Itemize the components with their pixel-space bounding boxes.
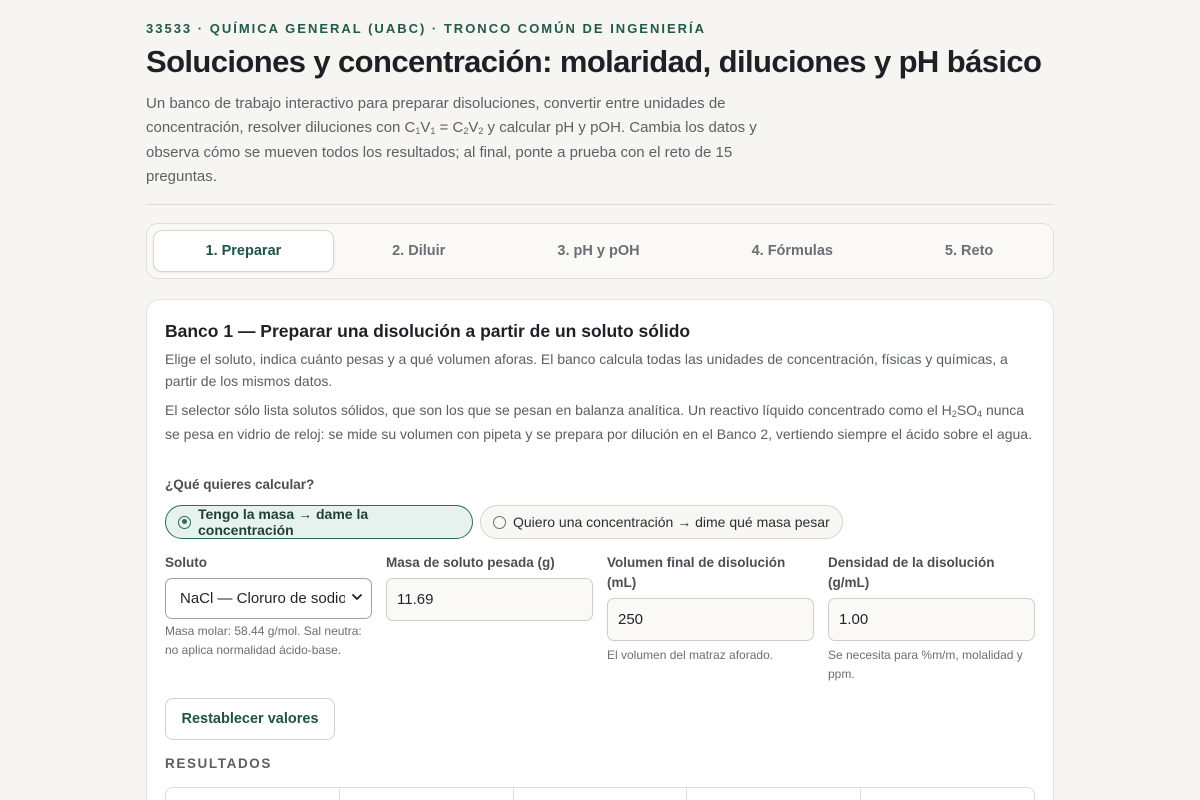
formula-sub: 2 (478, 125, 484, 136)
result-cell (340, 788, 514, 800)
intro-text-end: y calcular pH y pOH. Cambia los datos y observa cómo se mueven todos los resultados; al final, ponte a prueba con el reto de 15 preguntas. (146, 118, 757, 185)
formula-sub: 4 (977, 409, 983, 419)
radio-label: Quiero una concentración → dime qué masa pesar (513, 514, 830, 530)
dilution-formula (404, 119, 483, 136)
reset-button[interactable]: Restablecer valores (165, 698, 335, 740)
calc-mode-label: ¿Qué quieres calcular? (165, 477, 315, 492)
note-formula: SO (956, 402, 978, 418)
formula-sub: 2 (463, 125, 469, 136)
formula-equals: = (435, 118, 453, 136)
result-cell (861, 788, 1034, 800)
page-title: Soluciones y concentración: molaridad, diluciones y pH básico (146, 44, 1042, 79)
mode-concentration-to-mass-radio[interactable] (480, 505, 843, 539)
formula-c2: C (452, 118, 464, 136)
radio-selected-icon (178, 516, 191, 529)
density-hint: Se necesita para %m/m, molalidad y ppm. (828, 648, 1023, 681)
density-input[interactable] (828, 598, 1035, 641)
volume-input[interactable] (607, 598, 814, 641)
course-label: 33533 · QUÍMICA GENERAL (UABC) · TRONCO COMÚN DE INGENIERÍA (146, 21, 707, 36)
solute-select-wrapper (165, 578, 372, 619)
bank-description: Elige el soluto, indica cuánto pesas y a qué volumen aforas. El banco calcula todas las unidades de concentración, físicas y químicas, a partir de los mismos datos. (165, 351, 1008, 389)
bank-title: Banco 1 — Preparar una disolución a partir de un soluto sólido (165, 321, 691, 341)
density-label: Densidad de la disolución (g/mL) (828, 555, 995, 590)
results-heading: RESULTADOS (165, 756, 272, 771)
bank-note (165, 400, 1035, 445)
radio-unselected-icon (493, 516, 506, 529)
mass-input[interactable] (386, 578, 593, 621)
radio-label: Tengo la masa → dame la concentración (198, 506, 369, 538)
formula-sub: 1 (430, 125, 436, 136)
results-grid (165, 787, 1035, 800)
volume-hint: El volumen del matraz aforado. (607, 648, 774, 662)
solute-label: Soluto (165, 555, 207, 570)
intro-text-start: Un banco de trabajo interactivo para preparar disoluciones, convertir entre unidades de concentración, resolver diluciones con (146, 95, 726, 136)
solute-select[interactable] (165, 578, 372, 619)
tab-bar (146, 223, 1054, 279)
page-intro (146, 92, 776, 188)
formula-v2: V (468, 118, 479, 136)
result-cell (514, 788, 688, 800)
tab-formulas[interactable]: 4. Fórmulas (751, 243, 833, 259)
volume-label: Volumen final de disolución (mL) (607, 555, 786, 590)
formula-c1: C (404, 118, 416, 136)
tab-ph-poh[interactable]: 3. pH y pOH (557, 243, 640, 259)
header-divider (146, 204, 1054, 205)
solute-hint: Masa molar: 58.44 g/mol. Sal neutra: no aplica normalidad ácido-base. (165, 624, 362, 657)
result-cell (687, 788, 861, 800)
formula-v1: V (420, 118, 431, 136)
tab-preparar[interactable]: 1. Preparar (153, 230, 334, 272)
tab-diluir[interactable]: 2. Diluir (392, 243, 446, 259)
result-cell (166, 788, 340, 800)
mode-mass-to-concentration-radio[interactable] (165, 505, 473, 539)
note-text-end: nunca se pesa en vidrio de reloj: se mide su volumen con pipeta y se prepara por dilución en el Banco 2, vertiendo siempre el ácido sobre el agua. (165, 402, 1032, 442)
formula-sub: 1 (415, 125, 421, 136)
formula-sub: 2 (951, 409, 957, 419)
tab-reto[interactable]: 5. Reto (944, 243, 994, 259)
mass-label: Masa de soluto pesada (g) (386, 555, 555, 570)
bank-card (146, 299, 1054, 800)
note-text-start: El selector sólo lista solutos sólidos, que son los que se pesan en balanza analítica. Un reactivo líquido concentrado como el H (165, 402, 952, 418)
